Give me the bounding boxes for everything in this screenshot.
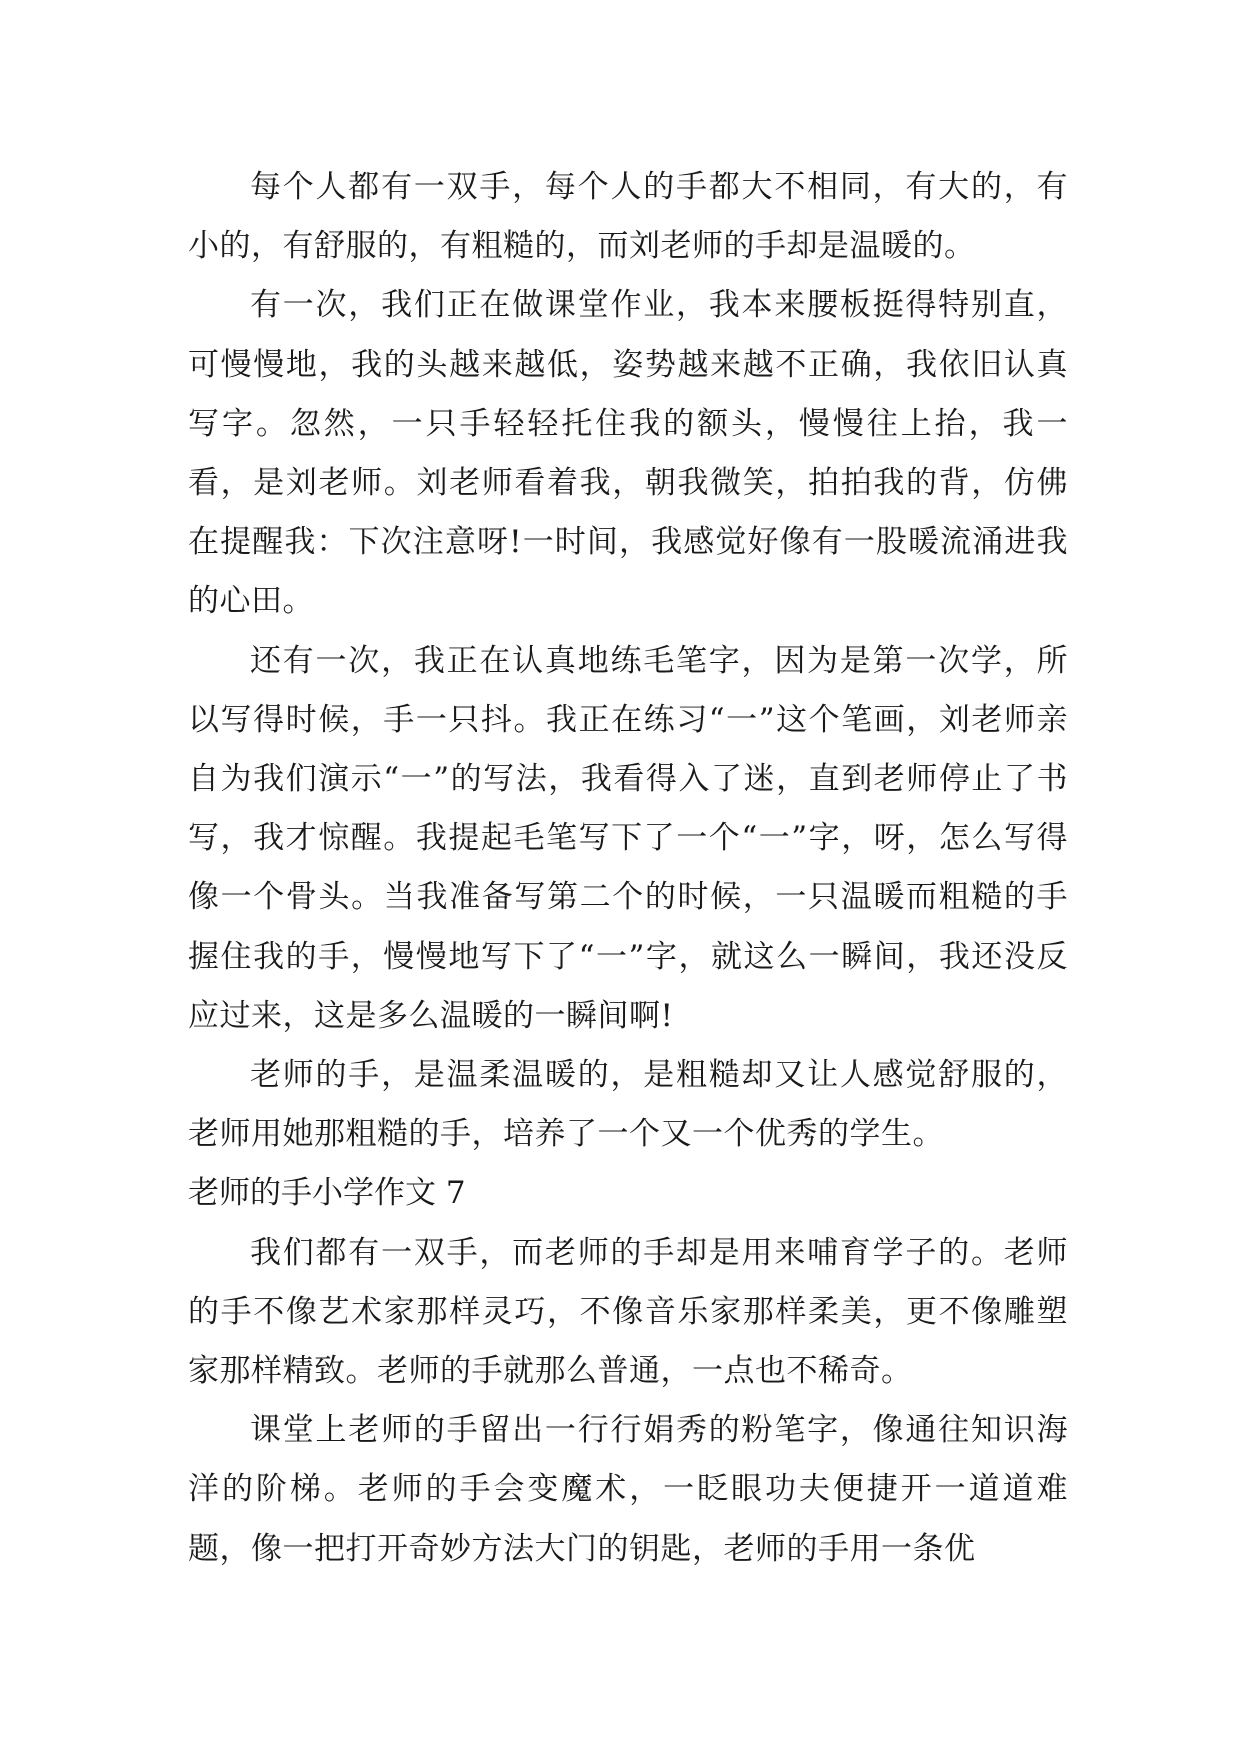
section-paragraph-1: 我们都有一双手，而老师的手却是用来哺育学子的。老师的手不像艺术家那样灵巧，不像音乐家那样柔美，更不像雕塑家那样精致。老师的手就那么普通，一点也不稀奇。 <box>188 1234 1068 1390</box>
paragraph-1: 每个人都有一双手，每个人的手都大不相同，有大的，有小的，有舒服的，有粗糙的，而刘老师的手却是温暖的。 <box>188 169 1068 265</box>
paragraph-4: 老师的手，是温柔温暖的，是粗糙却又让人感觉舒服的，老师用她那粗糙的手，培养了一个又一个优秀的学生。 <box>188 1057 1068 1153</box>
document-body <box>188 158 1068 1579</box>
section-heading: 老师的手小学作文 7 <box>188 1175 466 1212</box>
section-paragraph-2: 课堂上老师的手留出一行行娟秀的粉笔字，像通往知识海洋的阶梯。老师的手会变魔术，一眨眼功夫便捷开一道道难题，像一把打开奇妙方法大门的钥匙，老师的手用一条优 <box>188 1412 1068 1567</box>
paragraph-2: 有一次，我们正在做课堂作业，我本来腰板挺得特别直，可慢慢地，我的头越来越低，姿势越来越不正确，我依旧认真写字。忽然，一只手轻轻托住我的额头，慢慢往上抬，我一看，是刘老师。刘老师看着我，朝我微笑，拍拍我的背，仿佛在提醒我：下次注意呀!一时间，我感觉好像有一股暖流涌进我的心田。 <box>188 287 1068 620</box>
paragraph-3: 还有一次，我正在认真地练毛笔字，因为是第一次学，所以写得时候，手一只抖。我正在练习“一”这个笔画，刘老师亲自为我们演示“一”的写法，我看得入了迷，直到老师停止了书写，我才惊醒。我提起毛笔写下了一个“一”字，呀，怎么写得像一个骨头。当我准备写第二个的时候，一只温暖而粗糙的手握住我的手，慢慢地写下了“一”字，就这么一瞬间，我还没反应过来，这是多么温暖的一瞬间啊! <box>188 642 1068 1034</box>
